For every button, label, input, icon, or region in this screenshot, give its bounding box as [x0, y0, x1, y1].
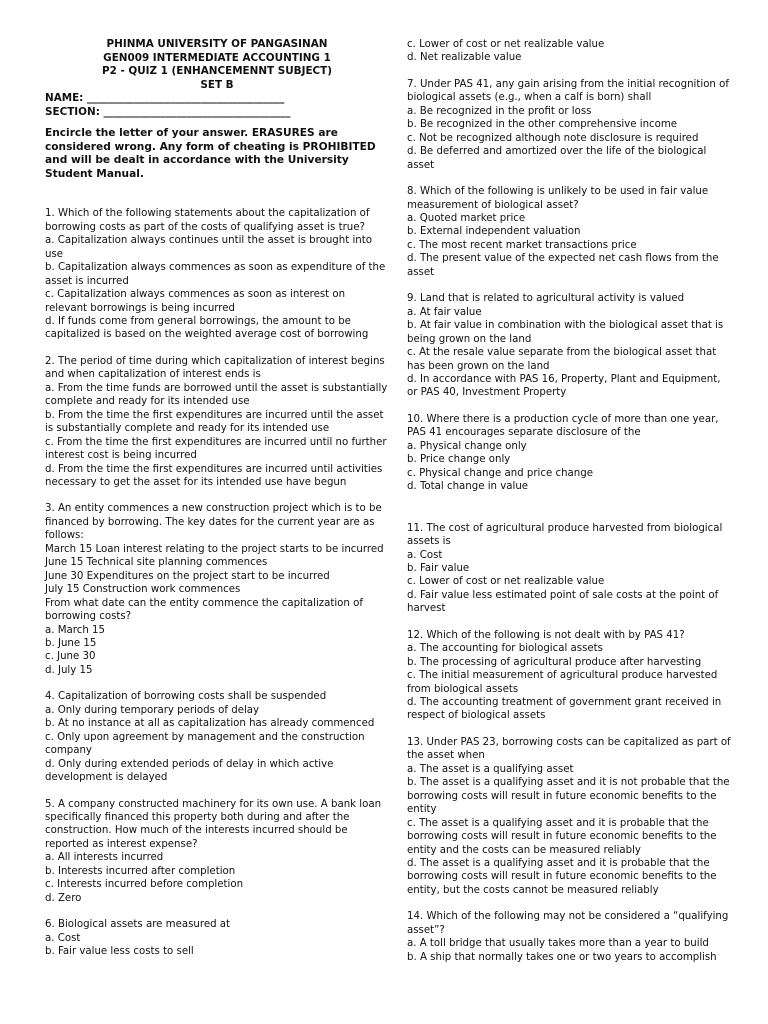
option-a: a. At fair value: [407, 306, 482, 318]
option-b: b. At fair value in combination with the biological asset that is being grown on the land: [407, 320, 724, 345]
option-b: b. Capitalization always commences as soon as expenditure of the asset is incurred: [45, 262, 386, 287]
option-a: a. The asset is a qualifying asset: [407, 763, 574, 775]
option-d: d. If funds come from general borrowings, the amount to be capitalized is based on the weighted average cost of borrowing: [45, 316, 369, 341]
option-d: d. From the time the first expenditures are incurred until activities necessary to get the asset for its intended use have begun: [45, 463, 383, 488]
option-c: c. The most recent market transactions price: [407, 239, 637, 251]
question-10: [407, 413, 734, 494]
option-b: b. External independent valuation: [407, 226, 581, 238]
option-d: d. Fair value less estimated point of sale costs at the point of harvest: [407, 589, 719, 615]
option-c: c. Interests incurred before completion: [45, 879, 244, 891]
option-d: d. Only during extended periods of delay in which active development is delayed: [45, 758, 334, 784]
option-d: d. Total change in value: [407, 481, 529, 493]
question-text: 10. Where there is a production cycle of more than one year, PAS 41 encourages separate disclosure of the: [407, 413, 719, 439]
question-8: [407, 185, 734, 279]
question-6-continued: [407, 38, 734, 65]
option-d: d. The asset is a qualifying asset and it is probable that the borrowing costs will result in future economic benefits to the entity, but the costs cannot be measured reliably: [407, 858, 717, 896]
option-c: c. Only upon agreement by management and the construction company: [45, 731, 365, 757]
set-label: SET B: [200, 78, 234, 91]
question-2: [45, 355, 389, 490]
question-text: 4. Capitalization of borrowing costs shall be suspended: [45, 691, 327, 703]
question-text: 13. Under PAS 23, borrowing costs can be capitalized as part of the asset when: [407, 736, 731, 762]
instructions: Encircle the letter of your answer. ERASURES are considered wrong. Any form of cheating is PROHIBITED and will be dealt in accordance with the University Student Manual.: [45, 127, 376, 180]
name-field: NAME: ______________________________________: [45, 92, 285, 104]
question-7: [407, 78, 734, 172]
option-a: a. Physical change only: [407, 440, 527, 452]
question-11: [407, 522, 734, 616]
option-c: c. The initial measurement of agricultural produce harvested from biological assets: [407, 670, 718, 695]
question-text: 11. The cost of agricultural produce harvested from biological assets is: [407, 522, 723, 548]
option-c: c. Physical change and price change: [407, 467, 593, 479]
option-c: c. From the time the first expenditures are incurred until no further interest cost is being incurred: [45, 436, 387, 462]
question-3: [45, 502, 389, 677]
option-c: c. Lower of cost or net realizable value: [407, 39, 605, 50]
option-a: a. Be recognized in the profit or loss: [407, 105, 592, 117]
date-item: July 15 Construction work commences: [45, 584, 241, 596]
question-text: 14. Which of the following may not be considered a “qualifying asset”?: [407, 911, 729, 936]
option-d: d. The accounting treatment of government grant received in respect of biological assets: [407, 697, 722, 722]
question-text: 2. The period of time during which capitalization of interest begins and when capitalization of interest ends is: [45, 355, 385, 381]
question-text: 7. Under PAS 41, any gain arising from the initial recognition of biological assets (e.g., when a calf is born) shall: [407, 78, 729, 104]
question-5: [45, 798, 389, 906]
option-c: c. Lower of cost or net realizable value: [407, 576, 605, 588]
question-9: [407, 292, 734, 400]
question-13: [407, 736, 734, 897]
date-item: March 15 Loan interest relating to the project starts to be incurred: [45, 543, 384, 555]
question-text: 6. Biological assets are measured at: [45, 919, 231, 931]
question-4: [45, 690, 389, 784]
question-text: 3. An entity commences a new construction project which is to be financed by borrowing. The key dates for the current year are as follows:: [45, 503, 382, 542]
question-1: [45, 207, 389, 342]
option-b: b. Fair value: [407, 562, 470, 574]
option-c: c. June 30: [45, 651, 96, 663]
date-item: June 30 Expenditures on the project start to be incurred: [45, 570, 330, 582]
option-b: b. At no instance at all as capitalization has already commenced: [45, 718, 375, 730]
option-a: a. All interests incurred: [45, 852, 164, 864]
question-6: [45, 918, 389, 958]
option-d: d. The present value of the expected net cash flows from the asset: [407, 253, 719, 278]
question-prompt: From what date can the entity commence the capitalization of borrowing costs?: [45, 597, 363, 623]
option-a: a. Only during temporary periods of delay: [45, 704, 260, 716]
question-12: [407, 629, 734, 723]
option-d: d. In accordance with PAS 16, Property, Plant and Equipment, or PAS 40, Investment Property: [407, 373, 721, 399]
course-title: GEN009 INTERMEDIATE ACCOUNTING 1: [103, 51, 331, 64]
option-b: b. The processing of agricultural produce after harvesting: [407, 656, 702, 668]
option-a: a. Capitalization always continues until the asset is brought into use: [45, 235, 372, 260]
option-d: d. Net realizable value: [407, 52, 522, 64]
quiz-title: P2 - QUIZ 1 (ENHANCEMENNT SUBJECT): [101, 65, 333, 77]
option-b: b. A ship that normally takes one or two years to accomplish: [407, 951, 717, 963]
question-text: 8. Which of the following is unlikely to be used in fair value measurement of biological asset?: [407, 186, 709, 211]
document-header: [45, 38, 389, 92]
question-14: [407, 910, 734, 964]
option-d: d. Zero: [45, 892, 82, 904]
option-c: c. Capitalization always commences as soon as interest on relevant borrowings is being incurred: [45, 289, 346, 314]
option-d: d. July 15: [45, 664, 93, 676]
option-b: b. From the time the first expenditures are incurred until the asset is substantially complete and ready for its intended use: [45, 409, 384, 435]
option-c: c. Not be recognized although note disclosure is required: [407, 132, 699, 144]
section-field: SECTION: ____________________________________: [45, 105, 291, 118]
option-b: b. Fair value less costs to sell: [45, 946, 194, 958]
left-column: [45, 38, 389, 1024]
option-a: a. The accounting for biological assets: [407, 643, 603, 655]
date-item: June 15 Technical site planning commences: [45, 557, 268, 569]
option-a: a. Quoted market price: [407, 212, 526, 224]
option-b: b. Be recognized in the other comprehensive income: [407, 119, 678, 131]
option-c: c. The asset is a qualifying asset and it is probable that the borrowing costs will result in future economic benefits to the entity and the costs can be measured reliably: [407, 817, 717, 856]
option-a: a. Cost: [407, 549, 443, 561]
option-d: d. Be deferred and amortized over the life of the biological asset: [407, 146, 707, 171]
option-a: a. A toll bridge that usually takes more than a year to build: [407, 938, 709, 950]
option-c: c. At the resale value separate from the biological asset that has been grown on the land: [407, 347, 717, 372]
question-text: 1. Which of the following statements about the capitalization of borrowing costs as part of the costs of qualifying asset is true?: [45, 208, 370, 233]
option-a: a. March 15: [45, 624, 105, 636]
question-text: 12. Which of the following is not dealt with by PAS 41?: [407, 629, 685, 641]
option-b: b. Price change only: [407, 454, 511, 466]
school-name: PHINMA UNIVERSITY OF PANGASINAN: [106, 38, 328, 50]
question-text: 5. A company constructed machinery for its own use. A bank loan specifically financed this property both during and after the construction. How much of the interests incurred should be reported as interest expense?: [45, 798, 382, 850]
option-b: b. The asset is a qualifying asset and it is not probable that the borrowing costs will result in future economic benefits to the entity: [407, 777, 730, 816]
question-text: 9. Land that is related to agricultural activity is valued: [407, 293, 685, 305]
option-a: a. From the time funds are borrowed until the asset is substantially complete and ready for its intended use: [45, 382, 388, 408]
right-column: [407, 38, 734, 1024]
option-a: a. Cost: [45, 932, 81, 944]
option-b: b. Interests incurred after completion: [45, 865, 236, 877]
option-b: b. June 15: [45, 637, 97, 649]
